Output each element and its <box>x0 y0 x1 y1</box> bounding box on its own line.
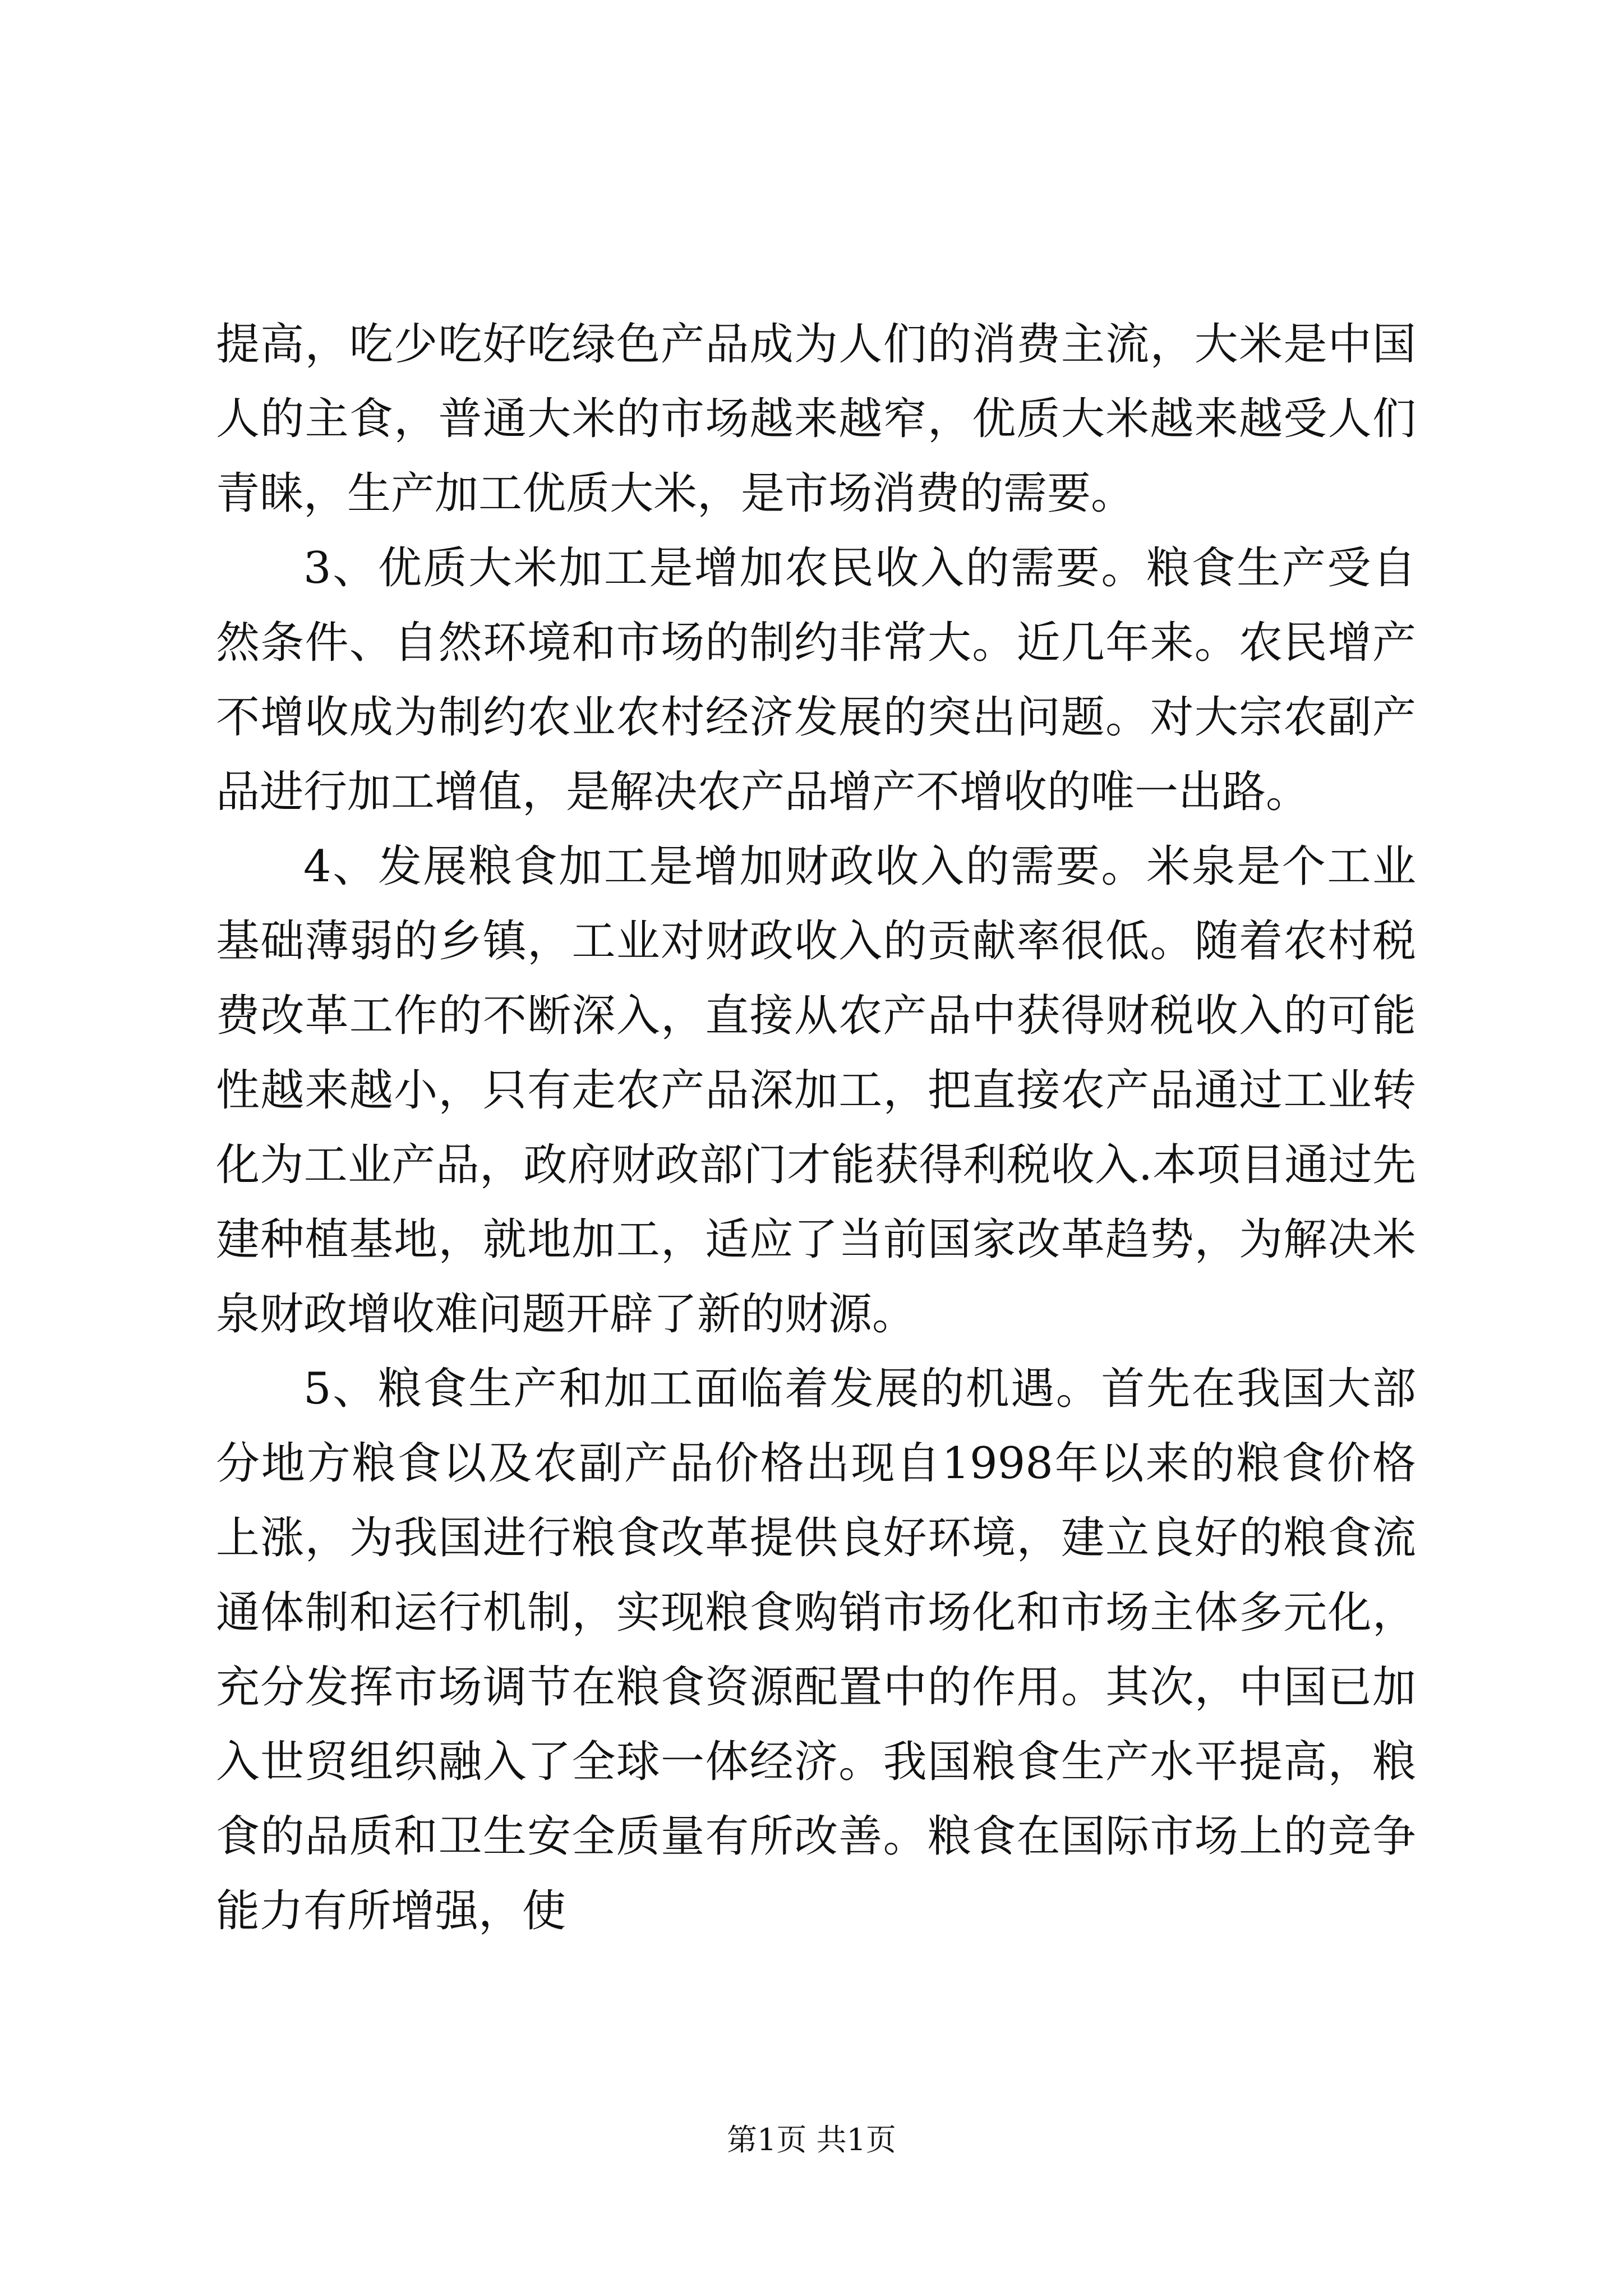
document-body <box>216 307 1416 1949</box>
page-footer: 第1页 共1页 <box>727 2122 896 2157</box>
paragraph-fiscal-revenue: 4、发展粮食加工是增加财政收入的需要。米泉是个工业基础薄弱的乡镇，工业对财政收入的贡献率很低。随着农村税费改革工作的不断深入，直接从农产品中获得财税收入的可能性越来越小，只有走农产品深加工，把直接农产品通过工业转化为工业产品，政府财政部门才能获得利税收入.本项目通过先建种植基地，就地加工，适应了当前国家改革趋势，为解决米泉财政增收难问题开辟了新的财源。 <box>216 841 1416 1340</box>
paragraph-continued: 提高，吃少吃好吃绿色产品成为人们的消费主流，大米是中国人的主食，普通大米的市场越来越窄，优质大米越来越受人们青睐，生产加工优质大米，是市场消费的需要。 <box>216 319 1416 519</box>
paragraph-rice-farmer-income: 3、优质大米加工是增加农民收入的需要。粮食生产受自然条件、自然环境和市场的制约非常大。近几年来。农民增产不增收成为制约农业农村经济发展的突出问题。对大宗农副产品进行加工增值，是解决农产品增产不增收的唯一出路。 <box>216 543 1416 817</box>
paragraph-development-opportunity: 5、粮食生产和加工面临着发展的机遇。首先在我国大部分地方粮食以及农副产品价格出现自1998年以来的粮食价格上涨，为我国进行粮食改革提供良好环境，建立良好的粮食流通体制和运行机制，实现粮食购销市场化和市场主体多元化，充分发挥市场调节在粮食资源配置中的作用。其次，中国已加入世贸组织融入了全球一体经济。我国粮食生产水平提高，粮食的品质和卫生安全质量有所改善。粮食在国际市场上的竞争能力有所增强，使 <box>216 1364 1416 1936</box>
